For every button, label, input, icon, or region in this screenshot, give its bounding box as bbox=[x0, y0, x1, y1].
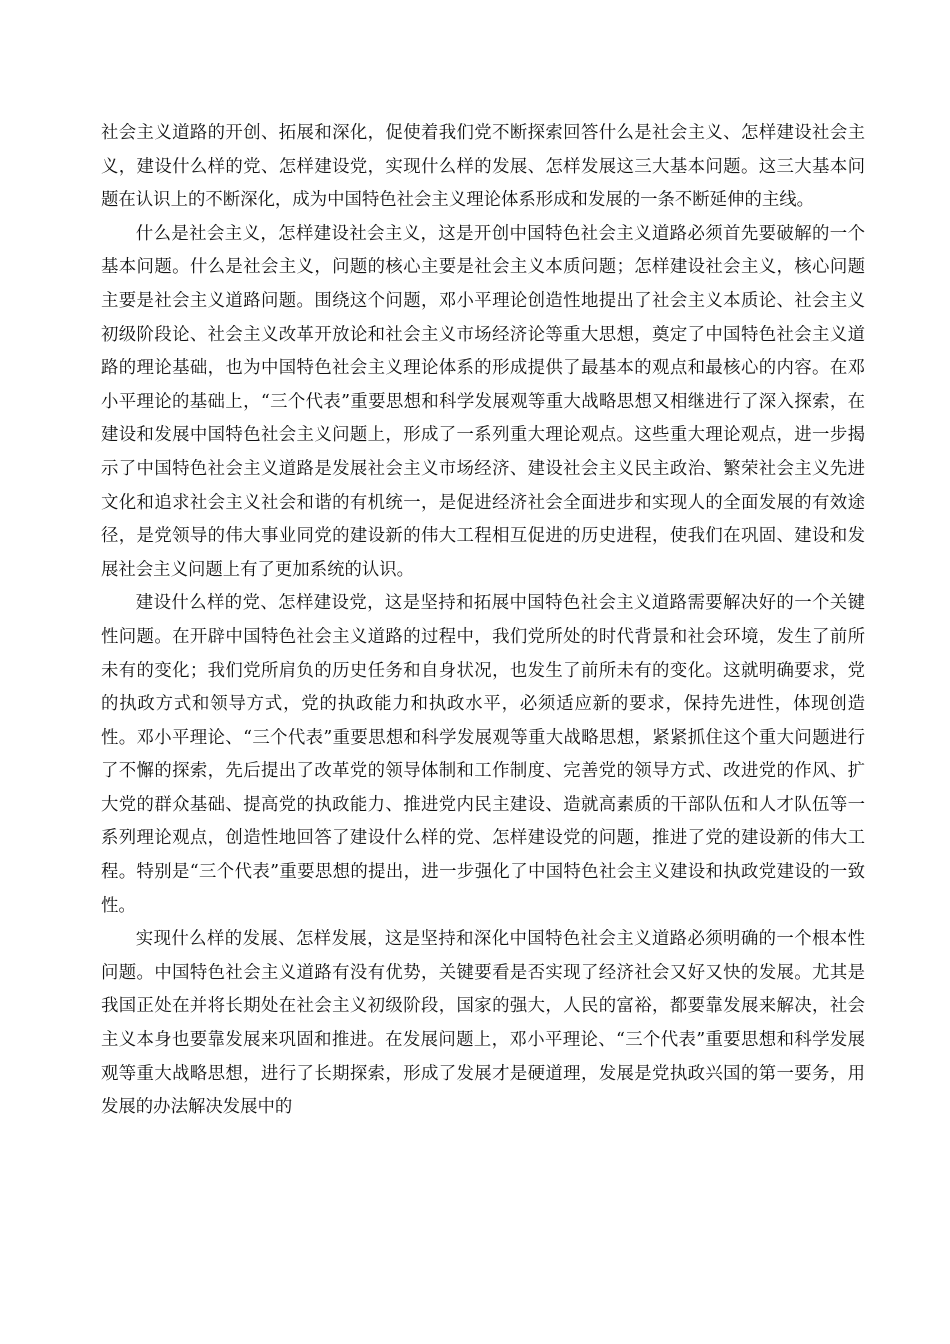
paragraph-4: 实现什么样的发展、怎样发展，这是坚持和深化中国特色社会主义道路必须明确的一个根本性问题。中国特色社会主义道路有没有优势，关键要看是否实现了经济社会又好又快的发展。尤其是我国正处在并将长期处在社会主义初级阶段，国家的强大，人民的富裕，都要靠发展来解决，社会主义本身也要靠发展来巩固和推进。在发展问题上，邓小平理论、“三个代表”重要思想和科学发展观等重大战略思想，进行了长期探索，形成了发展才是硬道理，发展是党执政兴国的第一要务，用发展的办法解决发展中的 bbox=[101, 929, 865, 1118]
paragraph-2: 什么是社会主义，怎样建设社会主义，这是开创中国特色社会主义道路必须首先要破解的一个基本问题。什么是社会主义，问题的核心主要是社会主义本质问题；怎样建设社会主义，核心问题主要是社会主义道路问题。围绕这个问题，邓小平理论创造性地提出了社会主义本质论、社会主义初级阶段论、社会主义改革开放论和社会主义市场经济论等重大思想，奠定了中国特色社会主义道路的理论基础，也为中国特色社会主义理论体系的形成提供了最基本的观点和最核心的内容。在邓小平理论的基础上，“三个代表”重要思想和科学发展观等重大战略思想又相继进行了深入探索，在建设和发展中国特色社会主义问题上，形成了一系列重大理论观点。这些重大理论观点，进一步揭示了中国特色社会主义道路是发展社会主义市场经济、建设社会主义民主政治、繁荣社会主义先进文化和追求社会主义社会和谐的有机统一，是促进经济社会全面进步和实现人的全面发展的有效途径，是党领导的伟大事业同党的建设新的伟大工程相互促进的历史进程，使我们在巩固、建设和发展社会主义问题上有了更加系统的认识。 bbox=[101, 223, 865, 580]
document-body bbox=[101, 117, 865, 1125]
paragraph-1: 社会主义道路的开创、拓展和深化，促使着我们党不断探索回答什么是社会主义、怎样建设社会主义，建设什么样的党、怎样建设党，实现什么样的发展、怎样发展这三大基本问题。这三大基本问题在认识上的不断深化，成为中国特色社会主义理论体系形成和发展的一条不断延伸的主线。 bbox=[101, 123, 865, 211]
paragraph-3: 建设什么样的党、怎样建设党，这是坚持和拓展中国特色社会主义道路需要解决好的一个关键性问题。在开辟中国特色社会主义道路的过程中，我们党所处的时代背景和社会环境，发生了前所未有的变化；我们党所肩负的历史任务和自身状况，也发生了前所未有的变化。这就明确要求，党的执政方式和领导方式，党的执政能力和执政水平，必须适应新的要求，保持先进性，体现创造性。邓小平理论、“三个代表”重要思想和科学发展观等重大战略思想，紧紧抓住这个重大问题进行了不懈的探索，先后提出了改革党的领导体制和工作制度、完善党的领导方式、改进党的作风、扩大党的群众基础、提高党的执政能力、推进党内民主建设、造就高素质的干部队伍和人才队伍等一系列理论观点，创造性地回答了建设什么样的党、怎样建设党的问题，推进了党的建设新的伟大工程。特别是“三个代表”重要思想的提出，进一步强化了中国特色社会主义建设和执政党建设的一致性。 bbox=[101, 593, 865, 916]
